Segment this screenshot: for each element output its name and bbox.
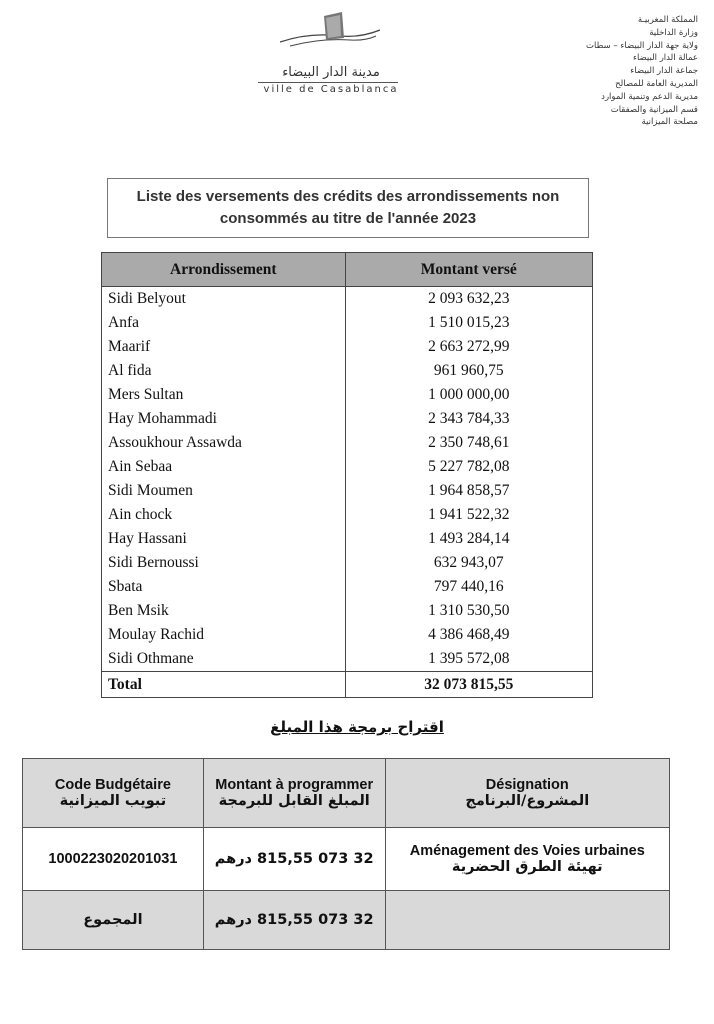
montant-value: 5 227 782,08 <box>345 455 592 479</box>
programme-header-row <box>23 759 670 828</box>
montant-value: 961 960,75 <box>345 359 592 383</box>
arrondissement-name: Assoukhour Assawda <box>102 431 346 455</box>
table-header-row <box>102 253 593 287</box>
montant-value: 4 386 468,49 <box>345 623 592 647</box>
montant-value: 2 343 784,33 <box>345 407 592 431</box>
table-row <box>102 311 593 335</box>
montant-value: 1 510 015,23 <box>345 311 592 335</box>
montant-value: 1 395 572,08 <box>345 647 592 672</box>
arrondissement-name: Anfa <box>102 311 346 335</box>
table-row <box>102 527 593 551</box>
admin-line: جماعة الدار البيضاء <box>630 66 698 77</box>
logo-arabic-text: مدينة الدار البيضاء <box>282 65 380 80</box>
arrondissement-name: Mers Sultan <box>102 383 346 407</box>
table-row <box>102 287 593 312</box>
admin-line: مصلحة الميزانية <box>641 117 698 128</box>
programme-amount: 32 073 815,55 درهم <box>203 828 385 891</box>
proposal-heading-text: اقتراح برمجة هذا المبلغ <box>270 718 444 736</box>
total-amount: 32 073 815,55 <box>345 672 592 698</box>
arrondissement-name: Sidi Belyout <box>102 287 346 312</box>
admin-line: قسم الميزانية والصفقات <box>610 104 698 115</box>
header-montant <box>203 759 385 828</box>
programme-table <box>22 758 670 950</box>
table-row <box>102 623 593 647</box>
table-row <box>102 335 593 359</box>
table-row <box>102 551 593 575</box>
administrative-header <box>548 14 698 129</box>
logo-divider <box>258 82 398 83</box>
table-row <box>102 359 593 383</box>
table-row <box>102 479 593 503</box>
total-label: Total <box>102 672 346 698</box>
header-code-ar: تبويب الميزانية <box>59 793 167 809</box>
sum-label: المجموع <box>23 891 204 950</box>
header-code-fr: Code Budgétaire <box>54 777 171 793</box>
arrondissement-name: Ain Sebaa <box>102 455 346 479</box>
arrondissement-name: Sidi Moumen <box>102 479 346 503</box>
montant-value: 1 310 530,50 <box>345 599 592 623</box>
sum-empty-cell <box>385 891 669 950</box>
title-line-1: Liste des versements des crédits des arrondissements non <box>136 188 560 205</box>
casablanca-emblem-icon <box>280 10 380 60</box>
budget-code: 1000223020201031 <box>23 828 204 891</box>
arrondissement-name: Sidi Othmane <box>102 647 346 672</box>
programme-designation <box>385 828 669 891</box>
table-row <box>102 647 593 672</box>
header-designation-fr: Désignation <box>485 777 569 793</box>
document-title <box>107 178 589 238</box>
arrondissement-name: Ben Msik <box>102 599 346 623</box>
admin-line: وزارة الداخلية <box>649 27 698 38</box>
admin-line: المديرية العامة للمصالح <box>615 78 698 89</box>
header-montant-fr: Montant à programmer <box>215 777 374 793</box>
programme-row <box>23 828 670 891</box>
admin-line: مديرية الدعم وتنمية الموارد <box>601 91 698 102</box>
table-row <box>102 407 593 431</box>
city-logo <box>250 10 420 95</box>
header-designation-ar: المشروع/البرنامج <box>465 793 590 809</box>
montant-value: 1 000 000,00 <box>345 383 592 407</box>
montant-value: 1 493 284,14 <box>345 527 592 551</box>
total-row <box>102 672 593 698</box>
header-montant-ar: المبلغ القابل للبرمجة <box>218 793 370 809</box>
header-designation <box>385 759 669 828</box>
designation-fr: Aménagement des Voies urbaines <box>409 843 645 859</box>
column-header-arrondissement: Arrondissement <box>102 253 346 287</box>
versements-table <box>101 252 593 698</box>
arrondissement-name: Moulay Rachid <box>102 623 346 647</box>
table-row <box>102 503 593 527</box>
designation-ar: تهيئة الطرق الحضرية <box>451 859 603 875</box>
montant-value: 797 440,16 <box>345 575 592 599</box>
column-header-montant: Montant versé <box>345 253 592 287</box>
montant-value: 2 663 272,99 <box>345 335 592 359</box>
admin-line: ولاية جهة الدار البيضاء – سطات <box>586 40 698 51</box>
title-line-2: consommés au titre de l'année 2023 <box>219 210 477 227</box>
proposal-heading <box>0 718 714 736</box>
arrondissement-name: Ain chock <box>102 503 346 527</box>
montant-value: 2 350 748,61 <box>345 431 592 455</box>
arrondissement-name: Hay Mohammadi <box>102 407 346 431</box>
admin-line: عمالة الدار البيضاء <box>632 53 698 64</box>
montant-value: 2 093 632,23 <box>345 287 592 312</box>
logo-french-text: ville de Casablanca <box>263 84 399 95</box>
table-row <box>102 575 593 599</box>
montant-value: 1 964 858,57 <box>345 479 592 503</box>
table-row <box>102 431 593 455</box>
table-row <box>102 455 593 479</box>
arrondissement-name: Maarif <box>102 335 346 359</box>
arrondissement-name: Sbata <box>102 575 346 599</box>
arrondissement-name: Sidi Bernoussi <box>102 551 346 575</box>
table-row <box>102 383 593 407</box>
admin-line: المملكة المغربيـة <box>637 15 698 25</box>
arrondissement-name: Al fida <box>102 359 346 383</box>
montant-value: 1 941 522,32 <box>345 503 592 527</box>
arrondissement-name: Hay Hassani <box>102 527 346 551</box>
header-code-budgetaire <box>23 759 204 828</box>
montant-value: 632 943,07 <box>345 551 592 575</box>
sum-amount: 32 073 815,55 درهم <box>203 891 385 950</box>
programme-sum-row <box>23 891 670 950</box>
table-row <box>102 599 593 623</box>
